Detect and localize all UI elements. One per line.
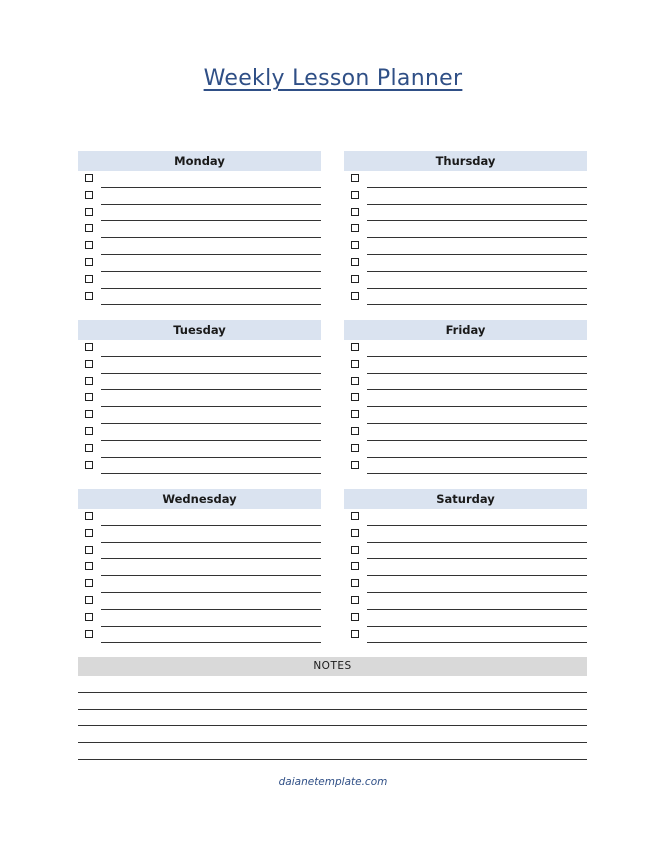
- checkbox-icon[interactable]: [85, 546, 93, 554]
- day-header-thursday: Thursday: [344, 151, 587, 171]
- day-header-tuesday: Tuesday: [78, 320, 321, 340]
- task-row: [344, 340, 587, 357]
- checkbox-icon[interactable]: [85, 258, 93, 266]
- checkbox-icon[interactable]: [351, 208, 359, 216]
- checkbox-icon[interactable]: [351, 562, 359, 570]
- task-row: [344, 255, 587, 272]
- day-header-wednesday: Wednesday: [78, 489, 321, 509]
- checkbox-icon[interactable]: [351, 630, 359, 638]
- task-row: [78, 576, 321, 593]
- footer-website: daianetemplate.com: [278, 776, 388, 788]
- task-row: [78, 407, 321, 424]
- checkbox-icon[interactable]: [85, 191, 93, 199]
- task-row: [78, 255, 321, 272]
- day-block-saturday: [344, 489, 587, 643]
- task-row: [344, 221, 587, 238]
- task-row: [344, 509, 587, 526]
- task-row: [78, 221, 321, 238]
- checkbox-icon[interactable]: [85, 360, 93, 368]
- checkbox-icon[interactable]: [85, 343, 93, 351]
- checkbox-icon[interactable]: [351, 461, 359, 469]
- note-line[interactable]: [78, 710, 587, 727]
- checkbox-icon[interactable]: [351, 343, 359, 351]
- checkbox-icon[interactable]: [85, 208, 93, 216]
- checkbox-icon[interactable]: [85, 377, 93, 385]
- task-row: [78, 627, 321, 644]
- note-line[interactable]: [78, 743, 587, 760]
- task-line[interactable]: [367, 304, 587, 305]
- task-row: [344, 610, 587, 627]
- checkbox-icon[interactable]: [85, 224, 93, 232]
- task-row: [78, 458, 321, 475]
- task-row: [344, 458, 587, 475]
- task-row: [78, 390, 321, 407]
- task-row: [344, 627, 587, 644]
- day-header-saturday: Saturday: [344, 489, 587, 509]
- task-row: [344, 374, 587, 391]
- task-row: [78, 289, 321, 306]
- day-block-thursday: [344, 151, 587, 305]
- task-row: [344, 424, 587, 441]
- task-row: [78, 424, 321, 441]
- task-row: [78, 205, 321, 222]
- note-line[interactable]: [78, 693, 587, 710]
- task-row: [344, 407, 587, 424]
- task-row: [344, 543, 587, 560]
- task-row: [78, 509, 321, 526]
- note-line[interactable]: [78, 676, 587, 693]
- checkbox-icon[interactable]: [85, 393, 93, 401]
- task-row: [344, 576, 587, 593]
- checkbox-icon[interactable]: [85, 275, 93, 283]
- checkbox-icon[interactable]: [85, 174, 93, 182]
- checkbox-icon[interactable]: [85, 444, 93, 452]
- task-row: [344, 171, 587, 188]
- checkbox-icon[interactable]: [351, 393, 359, 401]
- task-row: [78, 272, 321, 289]
- task-row: [78, 188, 321, 205]
- task-row: [78, 441, 321, 458]
- task-row: [344, 390, 587, 407]
- checkbox-icon[interactable]: [351, 427, 359, 435]
- task-line[interactable]: [367, 473, 587, 474]
- task-row: [344, 593, 587, 610]
- task-row: [344, 357, 587, 374]
- task-row: [78, 543, 321, 560]
- checkbox-icon[interactable]: [85, 461, 93, 469]
- checkbox-icon[interactable]: [351, 224, 359, 232]
- task-row: [78, 171, 321, 188]
- checkbox-icon[interactable]: [351, 512, 359, 520]
- checkbox-icon[interactable]: [351, 529, 359, 537]
- checkbox-icon[interactable]: [351, 174, 359, 182]
- task-line[interactable]: [101, 642, 321, 643]
- checkbox-icon[interactable]: [85, 562, 93, 570]
- checkbox-icon[interactable]: [85, 427, 93, 435]
- page-title: [0, 66, 666, 91]
- task-row: [344, 205, 587, 222]
- checkbox-icon[interactable]: [351, 377, 359, 385]
- task-row: [344, 238, 587, 255]
- checkbox-icon[interactable]: [85, 613, 93, 621]
- task-line[interactable]: [101, 473, 321, 474]
- task-row: [78, 610, 321, 627]
- task-row: [344, 559, 587, 576]
- checkbox-icon[interactable]: [85, 596, 93, 604]
- task-row: [78, 357, 321, 374]
- day-block-friday: [344, 320, 587, 474]
- checkbox-icon[interactable]: [351, 546, 359, 554]
- task-row: [78, 559, 321, 576]
- task-row: [344, 441, 587, 458]
- checkbox-icon[interactable]: [351, 241, 359, 249]
- page-title-text: Weekly Lesson Planner: [203, 66, 463, 91]
- checkbox-icon[interactable]: [351, 613, 359, 621]
- notes-section: [78, 657, 587, 760]
- checkbox-icon[interactable]: [351, 410, 359, 418]
- task-row: [78, 593, 321, 610]
- checkbox-icon[interactable]: [351, 444, 359, 452]
- day-block-monday: [78, 151, 321, 305]
- day-header-monday: Monday: [78, 151, 321, 171]
- checkbox-icon[interactable]: [85, 410, 93, 418]
- task-row: [78, 238, 321, 255]
- task-row: [344, 272, 587, 289]
- checkbox-icon[interactable]: [85, 292, 93, 300]
- task-line[interactable]: [101, 304, 321, 305]
- task-row: [344, 188, 587, 205]
- checkbox-icon[interactable]: [351, 258, 359, 266]
- notes-header: NOTES: [78, 657, 587, 676]
- task-line[interactable]: [367, 642, 587, 643]
- checkbox-icon[interactable]: [85, 241, 93, 249]
- checkbox-icon[interactable]: [351, 360, 359, 368]
- checkbox-icon[interactable]: [351, 596, 359, 604]
- checkbox-icon[interactable]: [351, 275, 359, 283]
- checkbox-icon[interactable]: [85, 512, 93, 520]
- checkbox-icon[interactable]: [85, 630, 93, 638]
- day-block-tuesday: [78, 320, 321, 474]
- day-header-friday: Friday: [344, 320, 587, 340]
- checkbox-icon[interactable]: [351, 579, 359, 587]
- day-block-wednesday: [78, 489, 321, 643]
- task-row: [78, 526, 321, 543]
- checkbox-icon[interactable]: [351, 292, 359, 300]
- task-row: [344, 289, 587, 306]
- checkbox-icon[interactable]: [85, 579, 93, 587]
- task-row: [344, 526, 587, 543]
- task-row: [78, 374, 321, 391]
- note-line[interactable]: [78, 726, 587, 743]
- checkbox-icon[interactable]: [351, 191, 359, 199]
- task-row: [78, 340, 321, 357]
- checkbox-icon[interactable]: [85, 529, 93, 537]
